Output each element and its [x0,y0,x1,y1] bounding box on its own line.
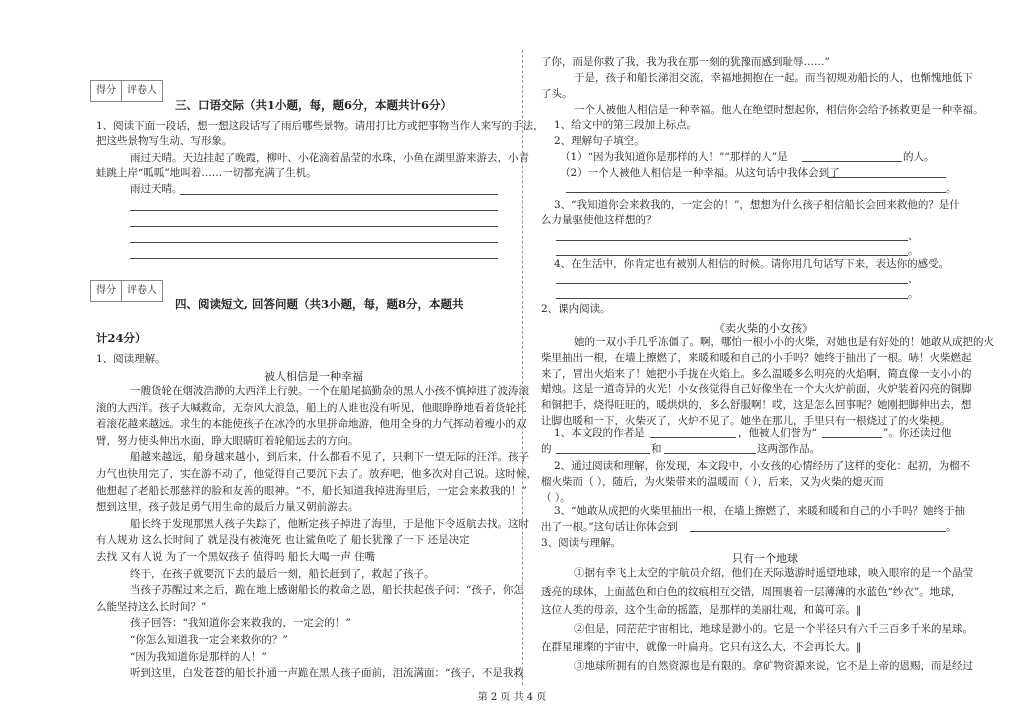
right-line-2: 了头。 [541,88,573,100]
blank[interactable] [828,177,946,178]
text-line: 来了，冒出火焰来了！她把小手拢在火焰上。多么温暖多么明亮的火焰啊，简直像一支小小的 [541,367,972,380]
period: 。 [908,288,919,300]
text-line: 透亮的球体，上面蓝色和白色的纹痕相互交错，周围裹着一层薄薄的水蓝色“纱衣”。地球， [541,585,962,598]
text-line: 当孩子苏醒过来之后，跪在地上感谢船长的救命之恩，船长扶起孩子问：“孩子，你怎 [130,584,524,597]
period: 。 [946,521,957,533]
text-line: 臂，努力使头伸出水面，睁大眼睛盯着轮船远去的方向。 [96,434,359,447]
rq3b: 么力量驱使他这样想的？ [541,214,657,226]
blank[interactable] [556,283,908,284]
dun: 、 [908,230,919,242]
s2-a: 2、通过阅读和理解，你发现，本文段中，小女孩的心情经历了这样的变化：起初，为榴不 [554,460,971,472]
text-line: 有人规劝 这么长时间了 就是没有被淹死 也让鲨鱼吃了 船长犹豫了一下 还是决定 [96,534,470,547]
blank[interactable] [664,453,756,454]
sec3-q1-line2: 把这些景物写生动、写形象。 [96,135,233,147]
score-box-2 [90,280,163,302]
right-line-0: 了你，而是你救了我，我为我在那一刻的犹豫而感到耻辱……” [541,56,830,68]
text-line: 么能坚持这么长时间？” [96,600,207,613]
text-line: “你怎么知道我一定会来救你的？” [130,634,288,646]
text-line: 这位人类的母亲，这个生命的摇篮，是那样的美丽壮观，和蔼可亲。‖ [541,604,862,616]
text-line: 船越来越远，船身越来越小，到后来，什么都看不见了，只剩下一望无际的汪洋。孩子 [130,451,529,464]
sec3-passage-1: 雨过天晴。天边挂起了晚霞，柳叶、小花滴着晶莹的水珠，小鱼在湖里游来游去，小青 [130,152,529,164]
text-line: 船长终于发现那黑人孩子失踪了，他断定孩子掉进了海里，于是他下令返航去找。这时 [130,517,529,530]
period: 。 [946,183,957,195]
text-line: 在群星璀璨的宇宙中，就像一叶扁舟。它只有这么大，不会再长大。‖ [541,641,862,653]
rq2b: （2）一个人被他人相信是一种幸福。从这句话中我体会到了 [560,167,840,179]
text-line: 一艘货轮在烟波浩渺的大西洋上行驶。一个在船尾搞勤杂的黑人小孩不慎掉进了波涛滚 [130,385,529,397]
s1-b: ，他被人们誉为“ [738,427,817,439]
text-line: 力气也快用完了，实在游不动了，他觉得自己要沉下去了。放弃吧，他多次对自己说。这时候， [96,468,537,480]
answer-line[interactable] [180,194,498,195]
page-footer: 第 2 页 共 4 页 [477,692,547,703]
grader-label: 评卷人 [127,285,157,296]
blank[interactable] [802,161,902,162]
rq2: 2、理解句子填空。 [554,135,645,147]
text-line: 着滚花越来越远。求生的本能使孩子在冰冷的水里拼命地游，他用全身的力气挥动着瘦小的双 [96,418,527,431]
s1-d: 的 [541,443,552,455]
score-label: 得分 [91,81,122,101]
s3-b: 出了一根。”这句话让你体会到 [541,521,678,533]
rq4: 4、在生活中，你肯定也有被别人相信的时候。请你用几句话写下来，表达你的感受。 [554,258,950,270]
text-line: 柴里抽出一根，在墙上擦燃了，来暖和暖和自己的小手吗？她终于抽出了一根。哧！火柴燃起 [541,351,972,364]
text-line: 孩子回答：“我知道你会来救我的，一定会的！” [130,617,351,630]
sec3-passage-2: 蛙跳上岸“呱呱”地叫着……一切都充满了生机。 [96,167,317,179]
column-divider [522,50,523,685]
text-line: 和铜把手，烧得旺旺的，暖烘烘的，多么舒服啊！哎，这是怎么回事呢？她刚把脚伸出去，想 [541,399,972,412]
sec3-q1-line1: 1、阅读下面一段话，想一想这段话写了雨后哪些景物。请用打比方或把事物当作人来写的手法， [96,120,544,132]
text-line: 她的一双小手几乎冻僵了。啊，哪怕一根小小的火柴，对她也是有好处的！她敢从成把的火 [574,336,994,348]
text-line: “因为我知道你是那样的人！” [130,650,267,663]
blank[interactable] [556,453,650,454]
section4-header-cont: 计24分） [96,331,147,345]
text-line: ③地球所拥有的自然资源也是有限的。拿矿物资源来说，它不是上帝的恩赐，而是经过 [574,659,973,672]
s2-c: （ ）。 [541,492,571,504]
blank[interactable] [690,531,946,532]
blank[interactable] [556,255,908,256]
answer-line[interactable] [130,226,498,227]
blank[interactable] [556,240,908,241]
blank[interactable] [566,192,946,193]
story-title: 《卖火柴的小女孩》 [714,322,813,335]
s3-a: 3、“她敢从成把的火柴里抽出一根，在墙上擦燃了，来暖和暖和自己的小手吗？她终于抽 [554,505,966,517]
text-line: ②但是，同茫茫宇宙相比，地球是渺小的。它是一个半径只有六千三百多千米的星球。 [574,622,973,635]
s1-a: 1、本文段的作者是 [554,427,645,439]
section3-header: 三、口语交际（共1小题，每，题6分，本题共计6分） [175,98,453,112]
section4-header: 四、阅读短文, 回答问题（共3小题，每，题8分，本题共 [175,297,464,311]
right-line-3: 一个人被他人相信是一种幸福。他人在绝望时想起你，相信你会给予拯救更是一种幸福。 [574,104,984,116]
rq3-section: 3、阅读与理解。 [541,537,622,549]
period: 。 [908,245,919,257]
s1-c: ”。你还读过他 [883,427,952,439]
answer-line[interactable] [130,210,498,211]
s2-b: 榴火柴而（ ），随后，为火柴带来的温暖而（ ），后来，又为火柴的熄灭而 [541,476,884,488]
s1-e: 和 [651,443,662,455]
answer-line[interactable] [130,242,498,243]
answer-line[interactable] [130,258,498,259]
text-line: 蜡烛。这是一道奇异的火光！小女孩觉得自己好像坐在一个大火炉前面，火炉装着闪亮的铜脚 [541,383,972,396]
text-line: 滚的大西洋。孩子大喊救命，无奈风大浪急，船上的人谁也没有听见，他眼睁睁地看着货轮托 [96,401,527,414]
text-line: 让脚也暖和一下，火柴灭了，火炉不见了。她坐在那儿，手里只有一根烧过了的火柴梗。 [541,415,951,427]
text-line: 他想起了老船长那慈祥的脸和友善的眼神。“不，船长知道我掉进海里后，一定会来救我的！” [96,484,527,497]
text-line: 终于，在孩子就要沉下去的最后一刻，船长赶到了，救起了孩子。 [130,567,435,580]
text-line: 想到这里，孩子鼓足勇气用生命的最后力量又朝前游去。 [96,501,359,514]
score-box-1 [90,80,163,102]
dun: 、 [908,273,919,285]
blank[interactable] [650,437,736,438]
right-line-1: 于是，孩子和船长涕泪交流，幸福地拥抱在一起。而当初规劝船长的人，也惭愧地低下 [574,72,973,84]
text-line: 去找 又有人说 为了一个黑奴孩子 值得吗 船长大喝一声 住嘴 [96,551,376,563]
rq2a: （1）“因为我知道你是那样的人！”“那样的人”是 [560,151,788,163]
text-line: ①据有幸飞上太空的宇航员介绍，他们在天际遨游时遥望地球，映入眼帘的是一个晶莹 [574,567,973,579]
rq3a: 3、“我知道你会来救我的，一定会的！”，想想为什么孩子相信船长会回来救他的？是什 [554,199,960,211]
earth-title: 只有一个地球 [732,552,798,565]
rq2a-end: 的人。 [903,151,935,163]
blank[interactable] [556,298,908,299]
blank[interactable] [822,437,882,438]
score-label: 得分 [91,281,122,301]
rq2-section: 2、课内阅读。 [541,303,611,315]
s1-f: 这两部作品。 [757,443,820,455]
text-line: 听到这里，白发苍苍的船长扑通一声跪在黑人孩子面前，泪流满面：“孩子，不是我救 [130,667,524,680]
sec3-answer-start: 雨过天晴。 [130,183,183,195]
rq1: 1、给文中的第三段加上标点。 [554,119,698,131]
passage-title: 被人相信是一种幸福 [264,370,363,383]
grader-label: 评卷人 [127,85,157,96]
sec4-q1: 1、阅读理解。 [96,353,166,365]
